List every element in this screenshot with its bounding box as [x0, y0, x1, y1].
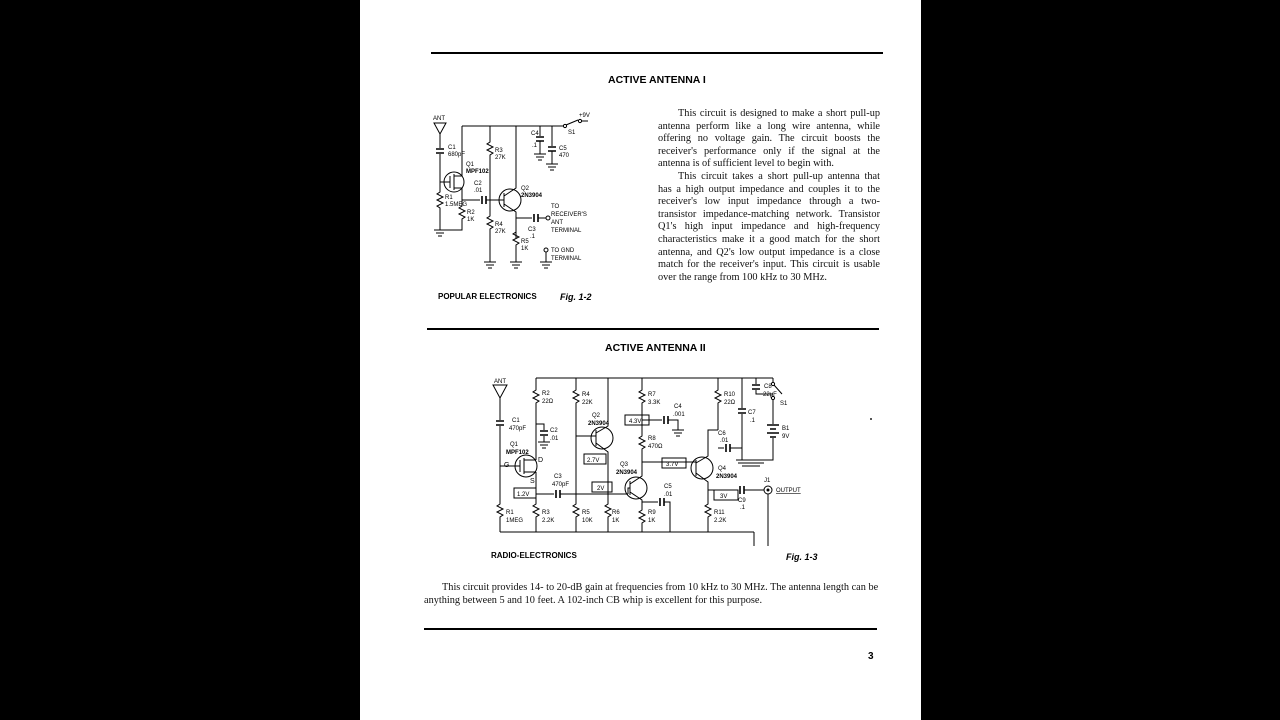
fig2-r5-label: R5 — [521, 239, 529, 245]
section1-figure-label: Fig. 1-2 — [560, 292, 592, 302]
fig3-c9-label: C9 — [738, 498, 746, 504]
fig3-r1-value: 1MEG — [506, 518, 524, 524]
figure-1-3-schematic — [488, 374, 818, 546]
fig3-r11-label: R11 — [714, 510, 725, 516]
fig3-r8-label: R8 — [648, 436, 656, 442]
fig3-r5-label: R5 — [582, 510, 590, 516]
section1-paragraph-2: This circuit takes a short pull-up antenna that has a high output impedance and couples it to the receiver's low input impedance through a two-transistor impedance-matching network. Transistor Q1's high input impedance and high-frequency characteristics make it a good match for the short antenna, and Q2's low output impedance is a close match for the receiver's input. This circuit is usable over the range from 100 kHz to 30 MHz. — [658, 170, 880, 283]
section2-body — [424, 582, 884, 607]
fig3-q1-label: Q1 — [510, 442, 519, 448]
fig2-c4-label: C4 — [531, 131, 539, 137]
fig3-r6-label: R6 — [612, 510, 620, 516]
fig3-b1-value: 9V — [782, 434, 790, 440]
fig2-c2-label: C2 — [474, 181, 482, 187]
fig3-voltage-27: 2.7V — [587, 458, 600, 464]
fig3-c9-value: .1 — [740, 505, 746, 511]
section1-credit: POPULAR ELECTRONICS — [438, 292, 537, 301]
fig3-r2-label: R2 — [542, 391, 550, 397]
fig2-out-line4: TERMINAL — [551, 228, 582, 234]
fig3-r11-value: 2.2K — [714, 518, 727, 524]
fig2-c4-value: .1 — [532, 143, 538, 149]
fig3-j1-label: J1 — [764, 478, 771, 484]
fig3-voltage-2: 2V — [597, 486, 605, 492]
fig2-gnd-line2: TERMINAL — [551, 256, 582, 262]
fig2-r2-value: 1K — [467, 217, 475, 223]
figure-1-2-schematic — [428, 112, 598, 272]
fig3-q4-label: Q4 — [718, 466, 727, 472]
fig2-s1-label: S1 — [568, 130, 576, 136]
fig2-q1-type: MPF102 — [466, 169, 489, 175]
top-rule — [431, 52, 883, 54]
fig2-r4-value: 27K — [495, 229, 506, 235]
document-page — [360, 0, 921, 720]
section2-credit: RADIO-ELECTRONICS — [491, 551, 577, 560]
fig3-c4-label: C4 — [674, 404, 682, 410]
fig2-q2-label: Q2 — [521, 186, 530, 192]
fig3-r9-label: R9 — [648, 510, 656, 516]
fig3-c6-label: C6 — [718, 431, 726, 437]
fig3-r6-value: 1K — [612, 518, 620, 524]
fig3-c1-label: C1 — [512, 418, 520, 424]
fig3-c7-value: .1 — [750, 418, 756, 424]
middle-rule — [427, 328, 879, 330]
fig3-b1-label: B1 — [782, 426, 790, 432]
fig2-r4-label: R4 — [495, 222, 503, 228]
fig3-q2-label: Q2 — [592, 413, 601, 419]
fig3-r4-label: R4 — [582, 392, 590, 398]
fig3-r10-value: 22Ω — [724, 400, 736, 406]
fig3-c8-value: 22μF — [763, 392, 777, 398]
fig2-r3-label: R3 — [495, 148, 503, 154]
fig3-c5-label: C5 — [664, 484, 672, 490]
fig3-r2-value: 22Ω — [542, 399, 554, 405]
fig3-voltage-43: 4.3V — [629, 419, 642, 425]
fig3-r8-value: 470Ω — [648, 444, 663, 450]
fig2-c5-value: 470 — [559, 153, 570, 159]
fig3-r3-label: R3 — [542, 510, 550, 516]
page-number: 3 — [868, 651, 874, 662]
fig3-voltage-12: 1.2V — [517, 492, 530, 498]
fig2-r3-value: 27K — [495, 155, 506, 161]
fig3-s-label: S — [530, 478, 535, 485]
fig2-ant-label: ANT — [433, 116, 445, 122]
fig2-c3-label: C3 — [528, 227, 536, 233]
fig3-r3-value: 2.2K — [542, 518, 555, 524]
fig3-c1-value: 470pF — [509, 426, 527, 432]
fig2-c1-value: 680pF — [448, 152, 466, 158]
fig3-c7-label: C7 — [748, 410, 756, 416]
fig2-q2-type: 2N3904 — [521, 193, 543, 199]
section2-title: ACTIVE ANTENNA II — [605, 342, 706, 354]
fig3-c2-label: C2 — [550, 428, 558, 434]
section2-paragraph: This circuit provides 14- to 20-dB gain at frequencies from 10 kHz to 30 MHz. The antenna length can be anything between 5 and 10 feet. A 102-inch CB whip is excellent for this purpose. — [424, 582, 879, 606]
fig3-c5-value: .01 — [664, 492, 673, 498]
fig3-r1-label: R1 — [506, 510, 514, 516]
fig2-r5-value: 1K — [521, 246, 529, 252]
fig2-r1-value: 1.5MEG — [445, 202, 468, 208]
fig3-q3-type: 2N3904 — [616, 470, 638, 476]
fig3-d-label: D — [538, 457, 544, 464]
section2-figure-label: Fig. 1-3 — [786, 552, 818, 562]
fig2-q1-label: Q1 — [466, 162, 475, 168]
fig3-r9-value: 1K — [648, 518, 656, 524]
fig3-c6-value: .01 — [720, 438, 729, 444]
fig3-q1-type: MPF102 — [506, 450, 529, 456]
fig3-c2-value: .01 — [550, 436, 559, 442]
fig3-q2-type: 2N3904 — [588, 421, 610, 427]
fig3-voltage-37: 3.7V — [666, 462, 679, 468]
section1-paragraph-1: This circuit is designed to make a short pull-up antenna perform like a long wire antenna, while offering no voltage gain. The circuit boosts the receiver's performance only if the signal at the antenna is of sufficient level to begin with. — [658, 108, 880, 170]
fig2-c1-label: C1 — [448, 145, 456, 151]
fig3-r4-value: 22K — [582, 400, 593, 406]
fig3-q3-label: Q3 — [620, 462, 629, 468]
section1-title: ACTIVE ANTENNA I — [608, 74, 706, 86]
fig2-c5-label: C5 — [559, 146, 567, 152]
fig2-supply-label: +9V — [579, 113, 590, 119]
fig3-s1-label: S1 — [780, 401, 788, 407]
fig2-c2-value: .01 — [474, 188, 483, 194]
fig2-out-line1: TO — [551, 204, 560, 210]
fig3-c3-label: C3 — [554, 474, 562, 480]
fig3-c8-label: C8 — [764, 384, 772, 390]
fig2-r1-label: R1 — [445, 195, 453, 201]
fig2-c3-value: .1 — [530, 234, 536, 240]
fig3-r5-value: 10K — [582, 518, 593, 524]
fig3-output-label: OUTPUT — [776, 488, 801, 494]
fig3-c3-value: 470pF — [552, 482, 570, 488]
fig3-q4-type: 2N3904 — [716, 474, 738, 480]
fig2-r2-label: R2 — [467, 210, 475, 216]
section1-body — [658, 108, 880, 284]
fig2-gnd-line1: TO GND — [551, 248, 575, 254]
fig2-out-line2: RECEIVER'S — [551, 212, 587, 218]
scan-speck — [870, 418, 872, 420]
fig3-r7-value: 3.3K — [648, 400, 661, 406]
bottom-rule — [424, 628, 877, 630]
fig2-out-line3: ANT — [551, 220, 563, 226]
fig3-g-label: G — [504, 462, 510, 469]
fig3-r10-label: R10 — [724, 392, 736, 398]
fig3-ant-label: ANT — [494, 379, 506, 385]
fig3-c4-value: .001 — [673, 412, 685, 418]
fig3-voltage-3: 3V — [720, 494, 728, 500]
fig3-r7-label: R7 — [648, 392, 656, 398]
